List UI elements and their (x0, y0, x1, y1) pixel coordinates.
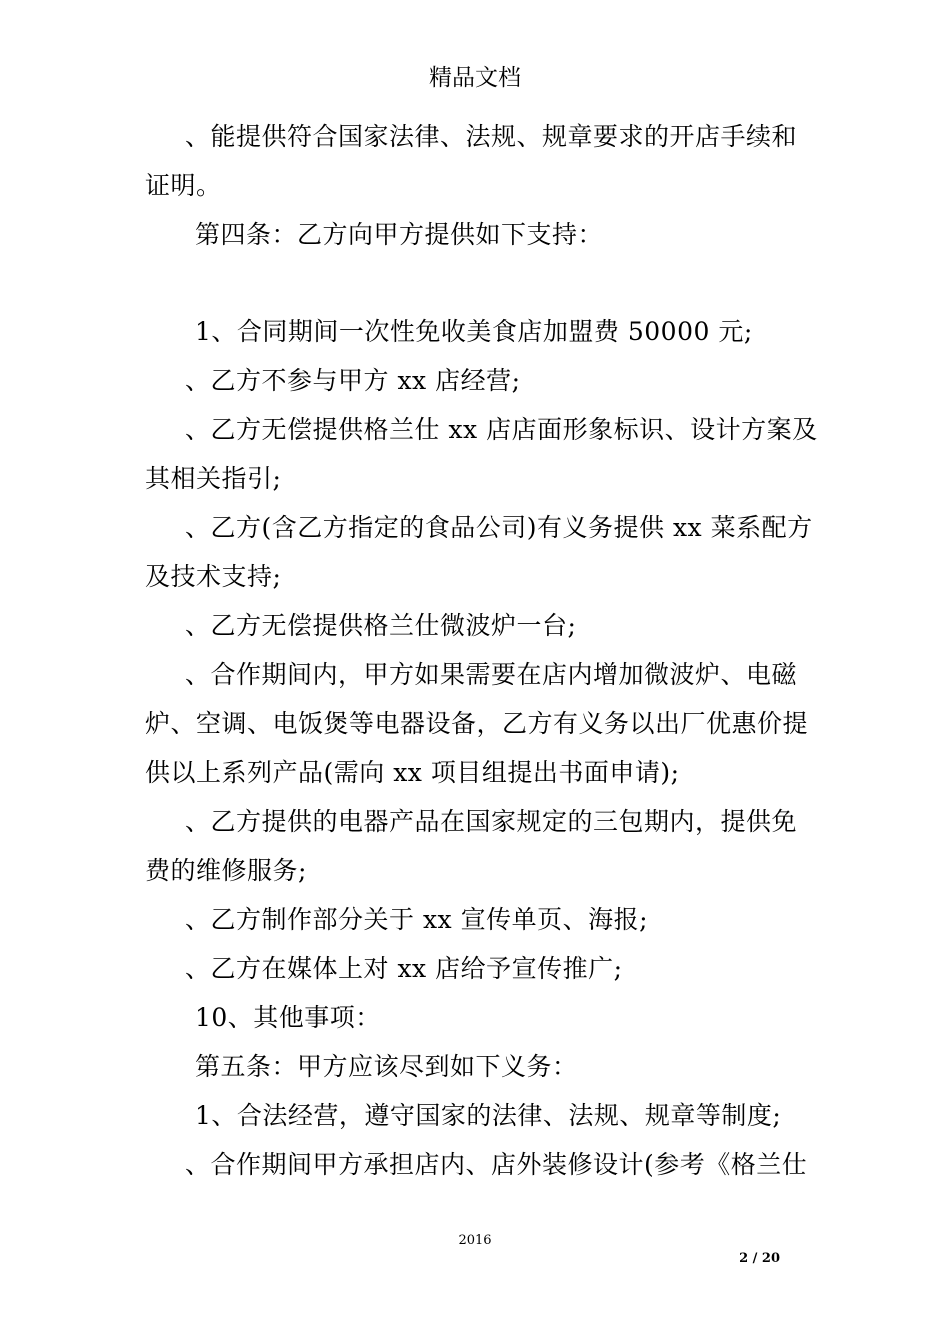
document-body (145, 112, 818, 1189)
list-item: 、乙方不参与甲方 xx 店经营; (185, 366, 521, 395)
list-item: 、乙方制作部分关于 xx 宣传单页、海报; (185, 905, 649, 934)
list-item: 、乙方无偿提供格兰仕微波炉一台; (185, 611, 577, 640)
paragraph-line: 证明。 (145, 171, 222, 200)
list-item-continuation: 炉、空调、电饭煲等电器设备，乙方有义务以出厂优惠价提 (145, 709, 809, 738)
list-item-continuation: 供以上系列产品(需向 xx 项目组提出书面申请); (145, 758, 680, 787)
paragraph-line: 、能提供符合国家法律、法规、规章要求的开店手续和 (185, 122, 798, 151)
list-item: 、合作期间内，甲方如果需要在店内增加微波炉、电磁 (185, 660, 798, 689)
list-item-continuation: 其相关指引; (145, 464, 282, 493)
list-item: 、乙方提供的电器产品在国家规定的三包期内，提供免 (185, 807, 798, 836)
list-item: 、乙方(含乙方指定的食品公司)有义务提供 xx 菜系配方 (185, 513, 813, 542)
list-item: 1、合法经营，遵守国家的法律、法规、规章等制度; (195, 1101, 782, 1130)
list-item: 1、合同期间一次性免收美食店加盟费 50000 元; (195, 317, 753, 346)
page-number: 2 / 20 (739, 1251, 780, 1266)
list-item: 、乙方在媒体上对 xx 店给予宣传推广; (185, 954, 623, 983)
article-heading: 第五条：甲方应该尽到如下义务： (195, 1052, 578, 1081)
footer-year: 2016 (458, 1233, 492, 1248)
list-item: 10、其他事项： (195, 1003, 381, 1032)
article-heading: 第四条：乙方向甲方提供如下支持： (195, 220, 604, 249)
list-item: 、合作期间甲方承担店内、店外装修设计(参考《格兰仕 (185, 1150, 808, 1179)
blank-line (145, 259, 810, 307)
list-item-continuation: 费的维修服务; (145, 856, 307, 885)
list-item: 、乙方无偿提供格兰仕 xx 店店面形象标识、设计方案及 (185, 415, 818, 444)
page-header-title: 精品文档 (429, 65, 521, 91)
list-item-continuation: 及技术支持; (145, 562, 282, 591)
